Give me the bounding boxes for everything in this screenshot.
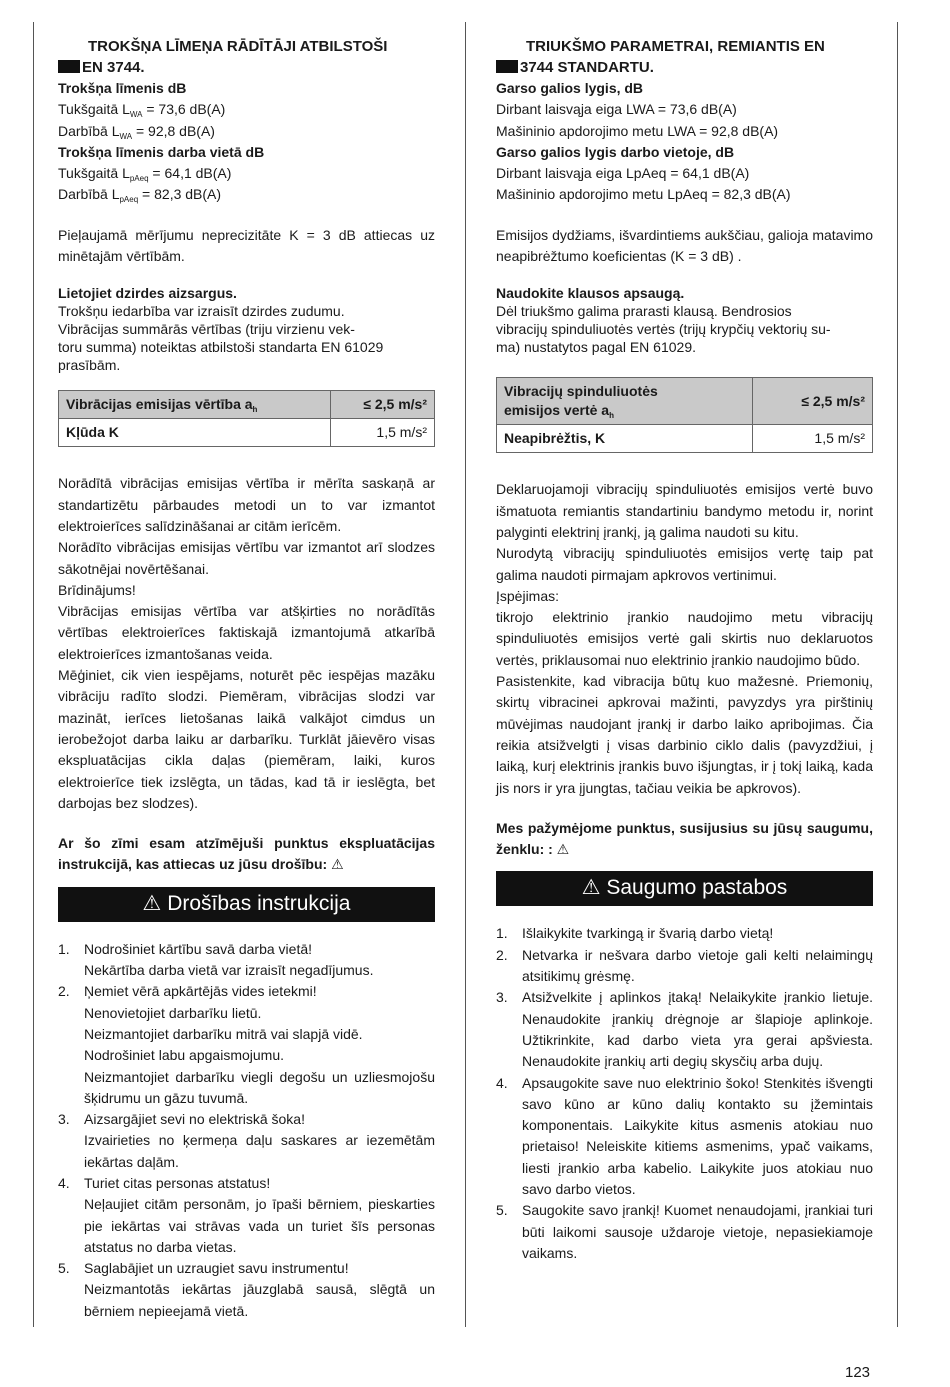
lt-title [496, 36, 873, 78]
lv-title-line1: TROKŠŅA LĪMEŅA RĀDĪTĀJI ATBILSTOŠI [88, 38, 388, 55]
list-item: 2. Netvarka ir nešvara darbo vietoje gali kelti nelaimingų atsitikimų grėsmę. [496, 946, 873, 985]
lv-vibration-table-row [59, 391, 435, 419]
lv-uncertainty: Pieļaujamā mērījumu neprecizitāte K = 3 dB attiecas uz minētajām vērtībām. [58, 226, 435, 265]
lv-hearing-loss: Trokšņu iedarbība var izraisīt dzirdes zudumu. [58, 303, 345, 320]
lv-error-k-label: Kļūda K [59, 419, 331, 447]
list-item: 5. Saglabājiet un uzraugiet savu instrumentu! Neizmantotās iekārtas jāuzglabā sausā, slēgtā un bērniem nepieejamā vietā. [58, 1260, 435, 1319]
lv-vibration-total-line3: prasībām. [58, 357, 121, 374]
lt-uncertainty: Emisijos dydžiams, išvardintiems aukščiau, galioja matavimo neapibrėžtumo koeficientas (K = 3 dB) . [496, 226, 873, 265]
lv-vibration-table-row [59, 419, 435, 447]
lt-body-paragraph: Pasistenkite, kad vibracija būtų kuo mažesnė. Priemonių, skirtų vibracinei apkrovai mažinti, pavyzdys yra pirštinių mūvėjimas naudojant įrankį ir darbo laiko apribojimas. Čia reikia atsižvelgti į visas darbinio ciklo dalis (pavyzdžiui, į laiką, kurį elektrinis įrankis buvo išjungtas, ir į tokį laiką, kada jis nors ir yra įjungtas, tačiau veikia be apkrovos). [496, 673, 873, 796]
list-item: 5. Saugokite savo įrankį! Kuomet nenaudojami, įrankiai turi būti laikomi sausoje uždaroje vietoje, nepasiekiamoje vaikams. [496, 1202, 873, 1261]
lt-vibration-emission-label: Vibracijų spinduliuotės emisijos vertė $a_h$ [497, 378, 753, 425]
latvian-column [58, 36, 435, 1322]
lv-title-marker-icon [58, 60, 80, 73]
lt-uncertainty-k-label: Neapibrėžtis, K [497, 425, 753, 453]
lt-work-lwa: Mašininio apdorojimo metu LWA = 92,8 dB(A) [496, 122, 779, 139]
lv-ear-protection: Lietojiet dzirdes aizsargus. [58, 285, 237, 302]
lt-work-lpa: Mašininio apdorojimo metu LpAeq = 82,3 dB(A) [496, 186, 791, 203]
list-item: 1. Nodrošiniet kārtību savā darba vietā! Nekārtība darba vietā var izraisīt negadījumus. [58, 940, 374, 979]
lv-work-lpa: Darbībā $L_{pAeq} = 82,3$ dB(A) [58, 186, 222, 205]
lt-uncertainty-k-value: 1,5 m/s² [753, 425, 873, 453]
lt-idle-lpa: Dirbant laisvąja eiga LpAeq = 64,1 dB(A) [496, 165, 750, 182]
lv-body-paragraph: Brīdinājums! [58, 581, 136, 598]
lt-body-text [496, 479, 873, 798]
lt-body-paragraph: Deklaruojamoji vibracijų spinduliuotės emisijos vertė buvo išmatuota remiantis standartiniu bandymo metodu ir, norint palyginti elektrinį įrankį, ją galima naudoti su kitu. [496, 481, 873, 540]
list-item: 3. Aizsargājiet sevi no elektriskā šoka! Izvairieties no ķermeņa daļu saskares ar iezemētām iekārtas daļām. [58, 1111, 435, 1170]
lv-work-lwa: Darbībā $L_{WA} = 92,8$ dB(A) [58, 122, 215, 141]
lv-body-paragraph: Vibrācijas emisijas vērtība var atšķirties no norādītās vērtības elektroierīces faktiskajā izmantojumā atkarībā elektroierīces izmantošanas veida. [58, 603, 435, 662]
lv-title-line2: EN 3744. [82, 59, 145, 76]
lt-hearing-loss: Dėl triukšmo galima prarasti klausą. Bendrosios [496, 303, 792, 320]
lt-noise-level-heading: Garso galios lygis, dB [496, 80, 644, 96]
lt-body-paragraph: Nurodytą vibracijų spinduliuotės emisijos vertę taip pat galima naudoti pirmajam apkrovos vertinimui. [496, 545, 873, 583]
lt-vibration-emission-value: ≤ 2,5 m/s² [753, 378, 873, 425]
lv-safety-list [58, 939, 435, 1322]
lt-vibration-table-row [497, 425, 873, 453]
lithuanian-column [496, 36, 873, 1264]
list-item: 4. Apsaugokite save nuo elektrinio šoko! Stenkitės išvengti savo kūno ar kūno dalių kontakto su įžemintais komponentais. Laikykite kitus asmenis atokiau nuo prietaiso! Neleiskite kitiems asmenims, ypač vaikams, liesti įrankio arba kabelio. Laikykite juos atokiau nuo savo darbo vietos. [496, 1074, 873, 1197]
lt-title-line2: 3744 STANDARTU. [520, 59, 654, 76]
lt-workplace-heading: Garso galios lygis darbo vietoje, dB [496, 143, 735, 160]
lv-body-paragraph: Norādītā vibrācijas emisijas vērtība ir mērīta saskaņā ar standartizētu pārbaudes metodi un to var izmantot elektroierīces salīdzināšanai ar citām ierīcēm. [58, 475, 435, 534]
lv-vibration-total-line2: toru summa) noteiktas atbilstoši standarta EN 61029 [58, 339, 384, 356]
lt-body-paragraph: tikrojo elektrinio įrankio naudojimo metu vibracijų spinduliuotės emisijos vertė gali skirtis nuo deklaruotos vertės, priklausomai nuo elektrinio įrankio naudojimo būdo. [496, 609, 873, 668]
list-item: 3. Atsižvelkite į aplinkos įtaką! Nelaikykite įrankio lietuje. Nenaudokite įrankių drėgnoje ar šlapioje aplinkoje. Užtikrinkite, kad darbo vieta yra gerai apšviesta. Nenaudokite įrankių arti degių skysčių arba dujų. [496, 989, 873, 1070]
lv-vibration-table [58, 390, 435, 447]
lv-body-paragraph: Norādīto vibrācijas emisijas vērtību var izmantot arī slodzes sākotnējai novērtēšanai. [58, 539, 435, 577]
lv-idle-lpa: Tukšgaitā $L_{pAeq} = 64,1$ dB(A) [58, 165, 232, 184]
right-margin-rule [897, 22, 898, 1327]
lv-title [58, 36, 435, 78]
lv-workplace-heading: Trokšņa līmenis darba vietā dB [58, 143, 265, 160]
lt-vibration-total-line1: vibracijų spinduliuotės vertės (trijų krypčių vektorių su- [496, 321, 831, 338]
lt-vibration-table-row [497, 378, 873, 425]
lt-safety-list [496, 923, 873, 1264]
center-column-rule [465, 22, 466, 1327]
lv-vibration-total-line1: Vibrācijas summārās vērtības (triju virzienu vek- [58, 321, 355, 338]
lt-idle-lwa: Dirbant laisvąja eiga LWA = 73,6 dB(A) [496, 101, 737, 118]
left-margin-rule [33, 22, 34, 1327]
lv-noise-level-heading: Trokšņa līmenis dB [58, 80, 187, 96]
lt-symbol-note: Mes pažymėjome punktus, susijusius su jūsų saugumu, ženklu: : ⚠ [496, 819, 873, 858]
lt-safety-banner: ⚠ Saugumo pastabos [496, 871, 873, 906]
lv-vibration-emission-value: ≤ 2,5 m/s² [331, 391, 435, 419]
list-item: 1. Išlaikykite tvarkingą ir švarią darbo vietą! [496, 925, 774, 942]
lv-vibration-emission-label: Vibrācijas emisijas vērtība $a_h$ [59, 391, 331, 419]
lt-body-paragraph: Įspėjimas: [496, 587, 560, 604]
lt-vibration-total-line2: ma) nustatytos pagal EN 61029. [496, 339, 697, 356]
lv-error-k-value: 1,5 m/s² [331, 419, 435, 447]
lt-ear-protection: Naudokite klausos apsaugą. [496, 285, 685, 302]
lt-title-marker-icon [496, 60, 518, 73]
lv-body-text [58, 473, 435, 814]
lv-body-paragraph: Mēģiniet, cik vien iespējams, noturēt pēc iespējas mazāku vibrāciju radīto slodzi. Piemēram, vibrācijas slodzi var mazināt, ierīces lietošanas laikā valkājot cimdus un ierobežojot darba laiku ar darbarīku. Turklāt jāievēro visas ekspluatācijas cikla daļas (piemēram, laiki, kuros elektroierīce tiek izslēgta, un tādas, kad tā ir ieslēgta, bet darbojas bez slodzes). [58, 667, 435, 811]
lv-symbol-note: Ar šo zīmi esam atzīmējuši punktus ekspluatācijas instrukcijā, kas attiecas uz jūsu drošību: ⚠ [58, 835, 435, 873]
lt-title-line1: TRIUKŠMO PARAMETRAI, REMIANTIS EN [526, 38, 825, 55]
list-item: 4. Turiet citas personas atstatus! Neļaujiet citām personām, jo īpaši bērniem, pieskarties pie iekārtas vai strāvas vada un turiet šīs personas atstatus no darba vietas. [58, 1174, 435, 1255]
lv-safety-banner: ⚠ Drošības instrukcija [58, 887, 435, 922]
lv-idle-lwa: Tukšgaitā $L_{WA} = 73,6$ dB(A) [58, 101, 226, 120]
list-item: 2. Ņemiet vērā apkārtējās vides ietekmi! Nenovietojiet darbarīku lietū. Neizmantojiet darbarīku mitrā vai slapjā vidē. Nodrošiniet labu apgaismojumu. Neizmantojiet darbarīku viegli degošu un uzliesmojošu šķidrumu un gāzu tuvumā. [58, 983, 435, 1106]
page-number: 123 [845, 1364, 871, 1381]
lt-vibration-table [496, 377, 873, 453]
